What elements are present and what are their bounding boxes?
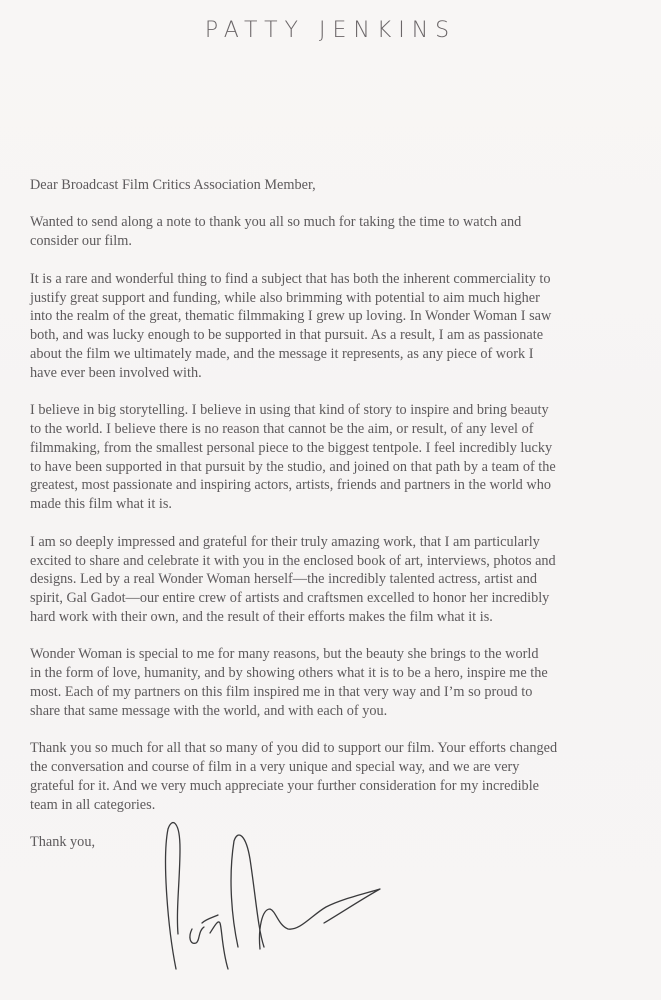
paragraph-line: justify great support and funding, while also brimming with potential to aim much higher bbox=[30, 288, 540, 306]
paragraph-3 bbox=[30, 401, 655, 514]
paragraph-line: designs. Led by a real Wonder Woman herself—the incredibly talented actress, artist and bbox=[30, 570, 537, 588]
paragraph-line: have ever been involved with. bbox=[30, 363, 202, 381]
paragraph-line: made this film what it is. bbox=[30, 495, 172, 513]
paragraph-1 bbox=[30, 213, 655, 251]
paragraph-line: Thank you so much for all that so many of you did to support our film. Your efforts changed bbox=[30, 739, 558, 757]
paragraph-line: to the world. I believe there is no reason that cannot be the aim, or result, of any level of bbox=[30, 420, 534, 438]
paragraph-5 bbox=[30, 645, 655, 720]
paragraph-line: most. Each of my partners on this film inspired me in that very way and I’m so proud to bbox=[30, 682, 533, 700]
paragraph-6 bbox=[30, 739, 655, 814]
paragraph-line: It is a rare and wonderful thing to find a subject that has both the inherent commerciality to bbox=[30, 269, 551, 287]
paragraph-line: share that same message with the world, and with each of you. bbox=[30, 701, 388, 719]
signature-icon bbox=[148, 819, 408, 994]
paragraph-line: hard work with their own, and the result of their efforts makes the film what it is. bbox=[30, 607, 493, 625]
paragraph-line: team in all categories. bbox=[30, 795, 156, 813]
paragraph-line: I am so deeply impressed and grateful for their truly amazing work, that I am particularly bbox=[30, 532, 540, 550]
paragraph-line: Wanted to send along a note to thank you all so much for taking the time to watch and bbox=[30, 213, 522, 231]
letter-body bbox=[30, 176, 655, 993]
paragraph-line: consider our film. bbox=[30, 232, 132, 250]
paragraph-line: greatest, most passionate and inspiring actors, artists, friends and partners in the world who bbox=[30, 476, 551, 494]
paragraph-line: grateful for it. And we very much appreciate your further consideration for my incredible bbox=[30, 776, 539, 794]
paragraph-line: filmmaking, from the smallest personal piece to the biggest tentpole. I feel incredibly lucky bbox=[30, 438, 553, 456]
paragraph-4 bbox=[30, 533, 655, 627]
salutation: Dear Broadcast Film Critics Association Member, bbox=[30, 176, 316, 193]
paragraph-2 bbox=[30, 270, 655, 383]
paragraph-line: to have been supported in that pursuit by the studio, and joined on that path by a team of the bbox=[30, 457, 556, 475]
letterhead-name: PATTY JENKINS bbox=[204, 18, 457, 43]
paragraph-line: about the film we ultimately made, and the message it represents, as any piece of work I bbox=[30, 344, 534, 362]
paragraph-line: excited to share and celebrate it with you in the enclosed book of art, interviews, photos and bbox=[30, 551, 556, 569]
paragraph-line: the conversation and course of film in a very unique and special way, and we are very bbox=[30, 758, 520, 776]
paragraph-line: both, and was lucky enough to be supported in that pursuit. As a result, I am as passionate bbox=[30, 326, 544, 344]
closing-block bbox=[30, 833, 655, 993]
paragraph-line: spirit, Gal Gadot—our entire crew of artists and craftsmen excelled to honor her incredibly bbox=[30, 589, 550, 607]
closing: Thank you, bbox=[30, 833, 96, 851]
paragraph-line: in the form of love, humanity, and by showing others what it is to be a hero, inspire me the bbox=[30, 664, 548, 682]
paragraph-line: Wonder Woman is special to me for many reasons, but the beauty she brings to the world bbox=[30, 645, 539, 663]
paragraph-line: I believe in big storytelling. I believe in using that kind of story to inspire and bring beauty bbox=[30, 401, 549, 419]
paragraph-line: into the realm of the great, thematic filmmaking I grew up loving. In Wonder Woman I saw bbox=[30, 307, 552, 325]
